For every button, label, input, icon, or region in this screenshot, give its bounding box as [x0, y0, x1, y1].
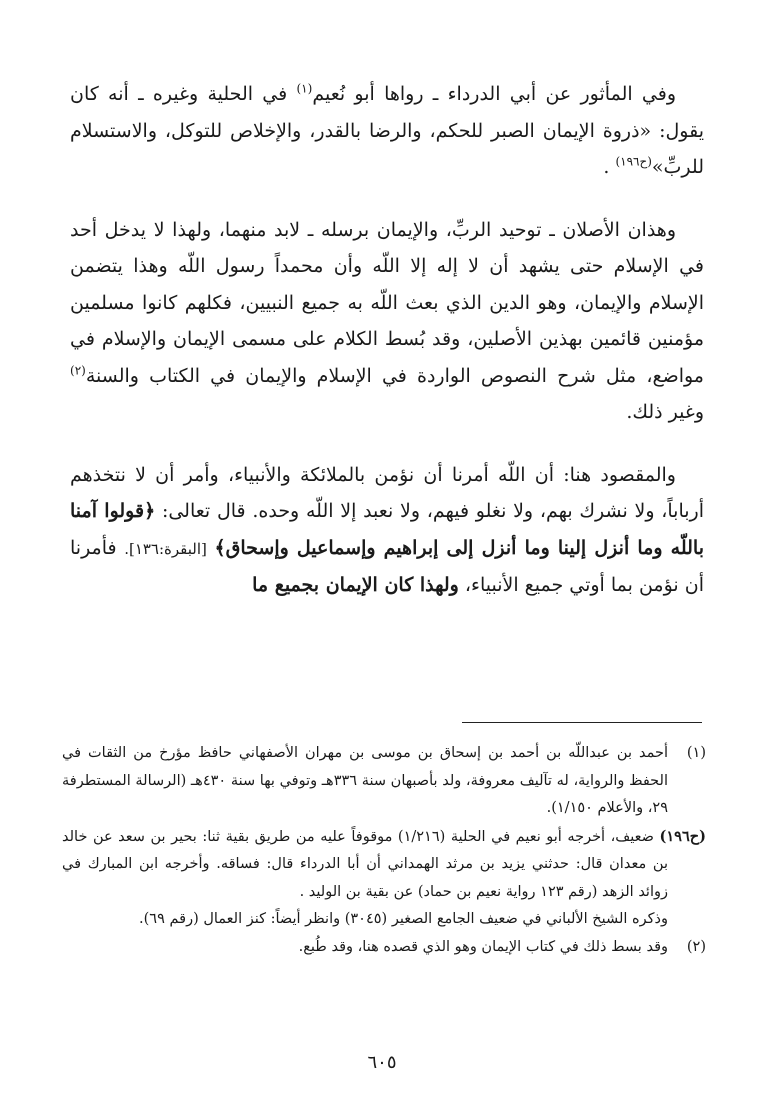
- footnote-separator: [462, 722, 702, 723]
- footnote-1-text: أحمد بن عبداللّه بن أحمد بن إسحاق بن موسى بن مهران الأصفهاني حافظ مؤرخ من الثقات في الحفظ والرواية، له تآليف معروفة، ولد بأصبهان سنة ٣٣٦هـ وتوفي بها سنة ٤٣٠هـ (الرسالة المستطرفة ٢٩، والأعلام ١/١٥٠).: [62, 745, 668, 816]
- quran-verse: ﴿قولوا آمنا باللّه وما أنزل إلينا وما أنزل إلى إبراهيم وإسماعيل وإسحاق﴾: [70, 500, 704, 559]
- page-number: ٦٠٥: [367, 1052, 397, 1073]
- p1-text: وفي المأثور عن أبي الدرداء ـ رواها أبو نُعيم: [312, 83, 676, 105]
- footnote-196-text: ضعيف، أخرجه أبو نعيم في الحلية (١/٢١٦) موقوفاً عليه من طريق بقية ثنا: بحير بن سعد عن خالد بن معدان قال: حدثني يزيد بن مرثد الهمداني أن أبا الدرداء قال: فساقه. وأخرجه ابن المبارك في زوائد الزهد (رقم ١٢٣ رواية نعيم بن حماد) عن بقية بن الوليد .: [62, 828, 668, 900]
- p3-text: والمقصود هنا: أن اللّه أمرنا أن نؤمن بالملائكة والأنبياء، وأمر أن لا نتخذهم أرباباً، ولا نشرك بهم، ولا نغلو فيهم، ولا نعبد إلا اللّه وحده. قال تعالى:: [70, 463, 704, 522]
- footnote-196: [62, 823, 706, 907]
- p2-end: وغير ذلك.: [626, 401, 704, 423]
- footnote-ref-196[interactable]: (ح١٩٦): [615, 154, 652, 169]
- p1-end: .: [603, 156, 610, 178]
- footnote-ref-1[interactable]: (١): [296, 81, 313, 96]
- footnote-ref-2[interactable]: (٢): [70, 363, 86, 378]
- main-text: [70, 76, 704, 604]
- footnote-196-text-2: وذكره الشيخ الألباني في ضعيف الجامع الصغير (٣٠٤٥) وانظر أيضاً: كنز العمال (رقم ٦٩).: [139, 911, 668, 927]
- paragraph-2: [70, 212, 704, 431]
- footnote-196-continued: [62, 906, 706, 934]
- paragraph-3: [70, 457, 704, 604]
- paragraph-1: [70, 76, 704, 186]
- footnote-1-mark: (١): [686, 745, 706, 761]
- p3-bold-end: ولهذا كان الإيمان بجميع ما: [252, 574, 459, 596]
- quran-citation: [البقرة:١٣٦].: [124, 539, 207, 558]
- footnotes: [62, 740, 706, 961]
- footnote-2: [62, 934, 706, 962]
- footnote-2-text: وقد بسط ذلك في كتاب الإيمان وهو الذي قصده هنا، وقد طُبع.: [298, 938, 668, 955]
- footnote-2-mark: (٢): [686, 938, 706, 955]
- p1-text-2: في الحلية وغيره ـ أنه كان يقول: «ذروة الإيمان الصبر للحكم، والرضا بالقدر، والإخلاص للتوكل، والاستسلام للربِّ»: [70, 83, 704, 178]
- p2-text: وهذان الأصلان ـ توحيد الربِّ، والإيمان برسله ـ لابد منهما، ولهذا لا يدخل أحد في الإسلام حتى يشهد أن لا إله إلا اللّه وأن محمداً رسول اللّه وهذا يتضمن الإسلام والإيمان، وهو الدين الذي بعث اللّه به جميع النبيين، فكلهم كانوا مسلمين مؤمنين قائمين بهذين الأصلين، وقد بُسط الكلام على مسمى الإيمان والإسلام في مواضع، مثل شرح النصوص الواردة في الإسلام والإيمان في الكتاب والسنة: [70, 218, 704, 387]
- p3-text-2: فأمرنا أن نؤمن بما أوتي جميع الأنبياء،: [70, 536, 704, 596]
- footnote-196-mark: (ح١٩٦): [659, 827, 706, 845]
- footnote-1: [62, 740, 706, 823]
